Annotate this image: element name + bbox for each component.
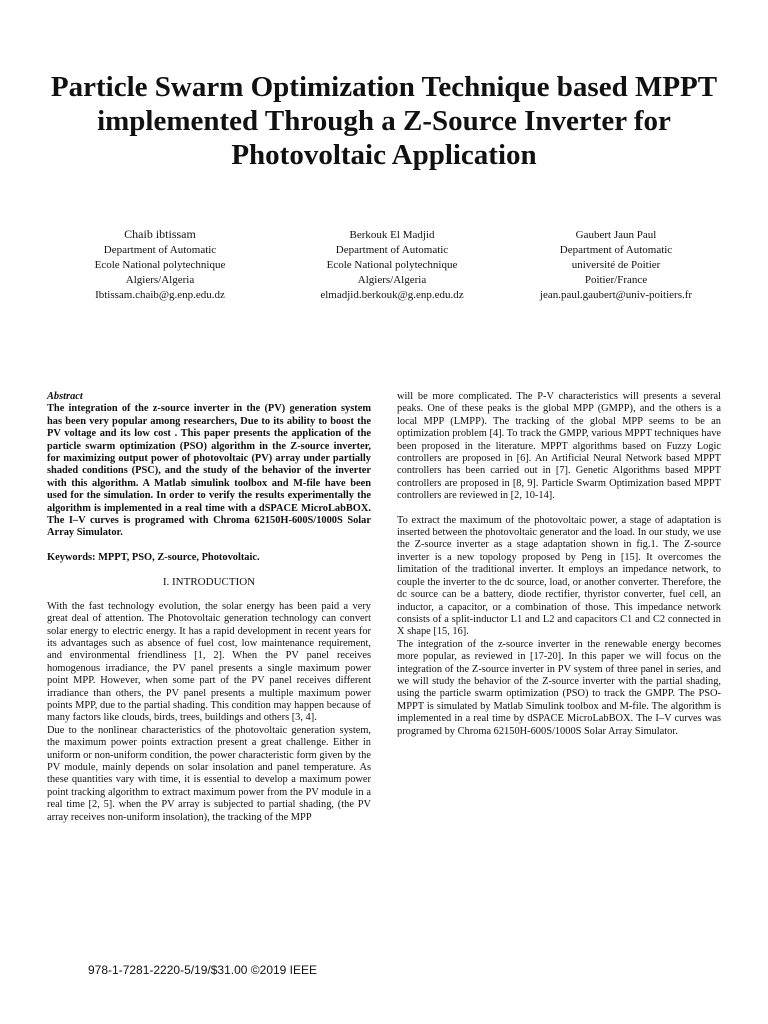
- paper-title: Particle Swarm Optimization Technique based MPPT implemented Through a Z-Source Inverter for Photovoltaic Application: [50, 71, 718, 171]
- abstract-text: The integration of the z-source inverter in the (PV) generation system has been very popular among researchers, Due to its ability to boost the PV voltage and its low cost . This paper presents the application of the particle swarm optimization (PSO) algorithm in the Z-source inverter, for maximizing output power of photovoltaic (PV) array under partially shaded conditions (PSC), and the study of the behavior of the inverter with this algorithm. A Matlab simulink toolbox and M-file have been used for the simulation. In order to verify the results experimentally the algorithm is implemented in a real time with a dSPACE MicroLabBOX. The I–V curves is programed with Chroma 62150H-600S/1000S Solar Array Simulator.: [47, 403, 371, 539]
- author-location: Algiers/Algeria: [357, 274, 427, 286]
- author-organization: Ecole National polytechnique: [326, 259, 458, 271]
- author-name: Berkouk El Madjid: [349, 229, 435, 241]
- copyright-footer: 978-1-7281-2220-5/19/$31.00 ©2019 IEEE: [88, 963, 318, 977]
- author-organization: université de Poitier: [571, 259, 661, 271]
- author-organization: Ecole National polytechnique: [94, 259, 226, 271]
- body-paragraph: To extract the maximum of the photovoltaic power, a stage of adaptation is inserted between the photovoltaic generator and the load. In our study, we use the Z-source inverter as a stage adaptation shown in fig.1. The Z-source inverter is a new topology proposed by Peng in [15]. It overcomes the limitation of the traditional inverter. It employs an impedance network, to couple the inverter to the dc source, load, or another converter. Therefore, the dc source can be a battery, diode rectifier, thyristor converter, fuel cell, an inductor, a capacitor, or a combination of those. This impedance network consists of a split-inductor L1 and L2 and capacitors C1 and C2 connected in X shape [15, 16].: [397, 514, 721, 638]
- abstract-heading: Abstract: [47, 391, 83, 402]
- keywords: Keywords: MPPT, PSO, Z-source, Photovoltaic.: [47, 551, 260, 563]
- author-location: Algiers/Algeria: [125, 274, 195, 286]
- author-email: jean.paul.gaubert@univ-poitiers.fr: [539, 289, 693, 301]
- author-block-3: [496, 228, 736, 303]
- left-column: [47, 391, 371, 824]
- body-paragraph: will be more complicated. The P-V characteristics will presents a several peaks. One of these peaks is the global MPP (GMPP), and the others is a local MPP (LMPP). The tracking of the global MPP seems to be an optimization problem [4]. To track the GMPP, various MPPT techniques have been proposed in the literature. MPPT algorithms based on Fuzzy Logic controllers are proposed in [6]. An Artificial Neural Network based MPPT controllers has been carried out in [7]. Genetic Algorithms based MPPT controllers are proposed in [8, 9]. Particle Swarm Optimization based MPPT controllers are reviewed in [2, 10-14].: [397, 391, 721, 502]
- author-email: Ibtissam.chaib@g.enp.edu.dz: [95, 289, 225, 301]
- author-email: elmadjid.berkouk@g.enp.edu.dz: [320, 289, 464, 301]
- author-department: Department of Automatic: [103, 244, 217, 256]
- section-heading-introduction: I. INTRODUCTION: [162, 576, 256, 589]
- right-column: [397, 391, 721, 738]
- author-department: Department of Automatic: [559, 244, 673, 256]
- body-paragraph: With the fast technology evolution, the solar energy has been paid a very great deal of attention. The Photovoltaic generation technology can convert solar energy to electric energy. It has a rapid development in recent years for its advantages such as absence of fuel cost, low maintenance requirement, and environmental friendliness [1, 2]. When the PV panel receives homogenous irradiance, the PV panel presents a single maximum power point MPP. However, when some part of the PV panel receives different irradiance than others, the PV panel presents a multiple maximum power points MPP, due to the partial shading. This condition may happen because of many factors like clouds, birds, trees, buildings and others [3, 4].: [47, 600, 371, 724]
- author-location: Poitier/France: [584, 274, 648, 286]
- body-paragraph: The integration of the z-source inverter in the renewable energy becomes more popular, as reviewed in [17-20]. In this paper we will focus on the integration of the Z-source inverter in PV system of three panel in series, and we will study the behavior of the Z-source inverter with the partial shading, using the particle swarm optimization (PSO) to track the GMPP. The PSO-MPPT is simulated by Matlab Simulink toolbox and M-file. The algorithm is implemented in a real time by dSPACE MicroLabBOX. The I–V curves was programed by Chroma 62150H-600S/1000S Solar Array Simulator.: [397, 638, 721, 737]
- body-paragraph: Due to the nonlinear characteristics of the photovoltaic generation system, the maximum power points extraction present a great challenge. Either in uniform or non-uniform condition, the power characteristic form given by the PV module, mainly depends on solar insolation and panel temperature. As these quantities vary with time, it is essential to develop a maximum power point tracking algorithm to extract maximum power from the PV module in a real time [2, 5]. when the PV array is subjected to partial shading, (the PV array receives non-uniform insolation), the tracking of the MPP: [47, 724, 371, 823]
- author-block-2: [272, 228, 512, 303]
- author-block-1: [40, 226, 280, 303]
- author-name: Gaubert Jaun Paul: [575, 229, 657, 241]
- author-department: Department of Automatic: [335, 244, 449, 256]
- author-name: Chaib ibtissam: [124, 227, 196, 241]
